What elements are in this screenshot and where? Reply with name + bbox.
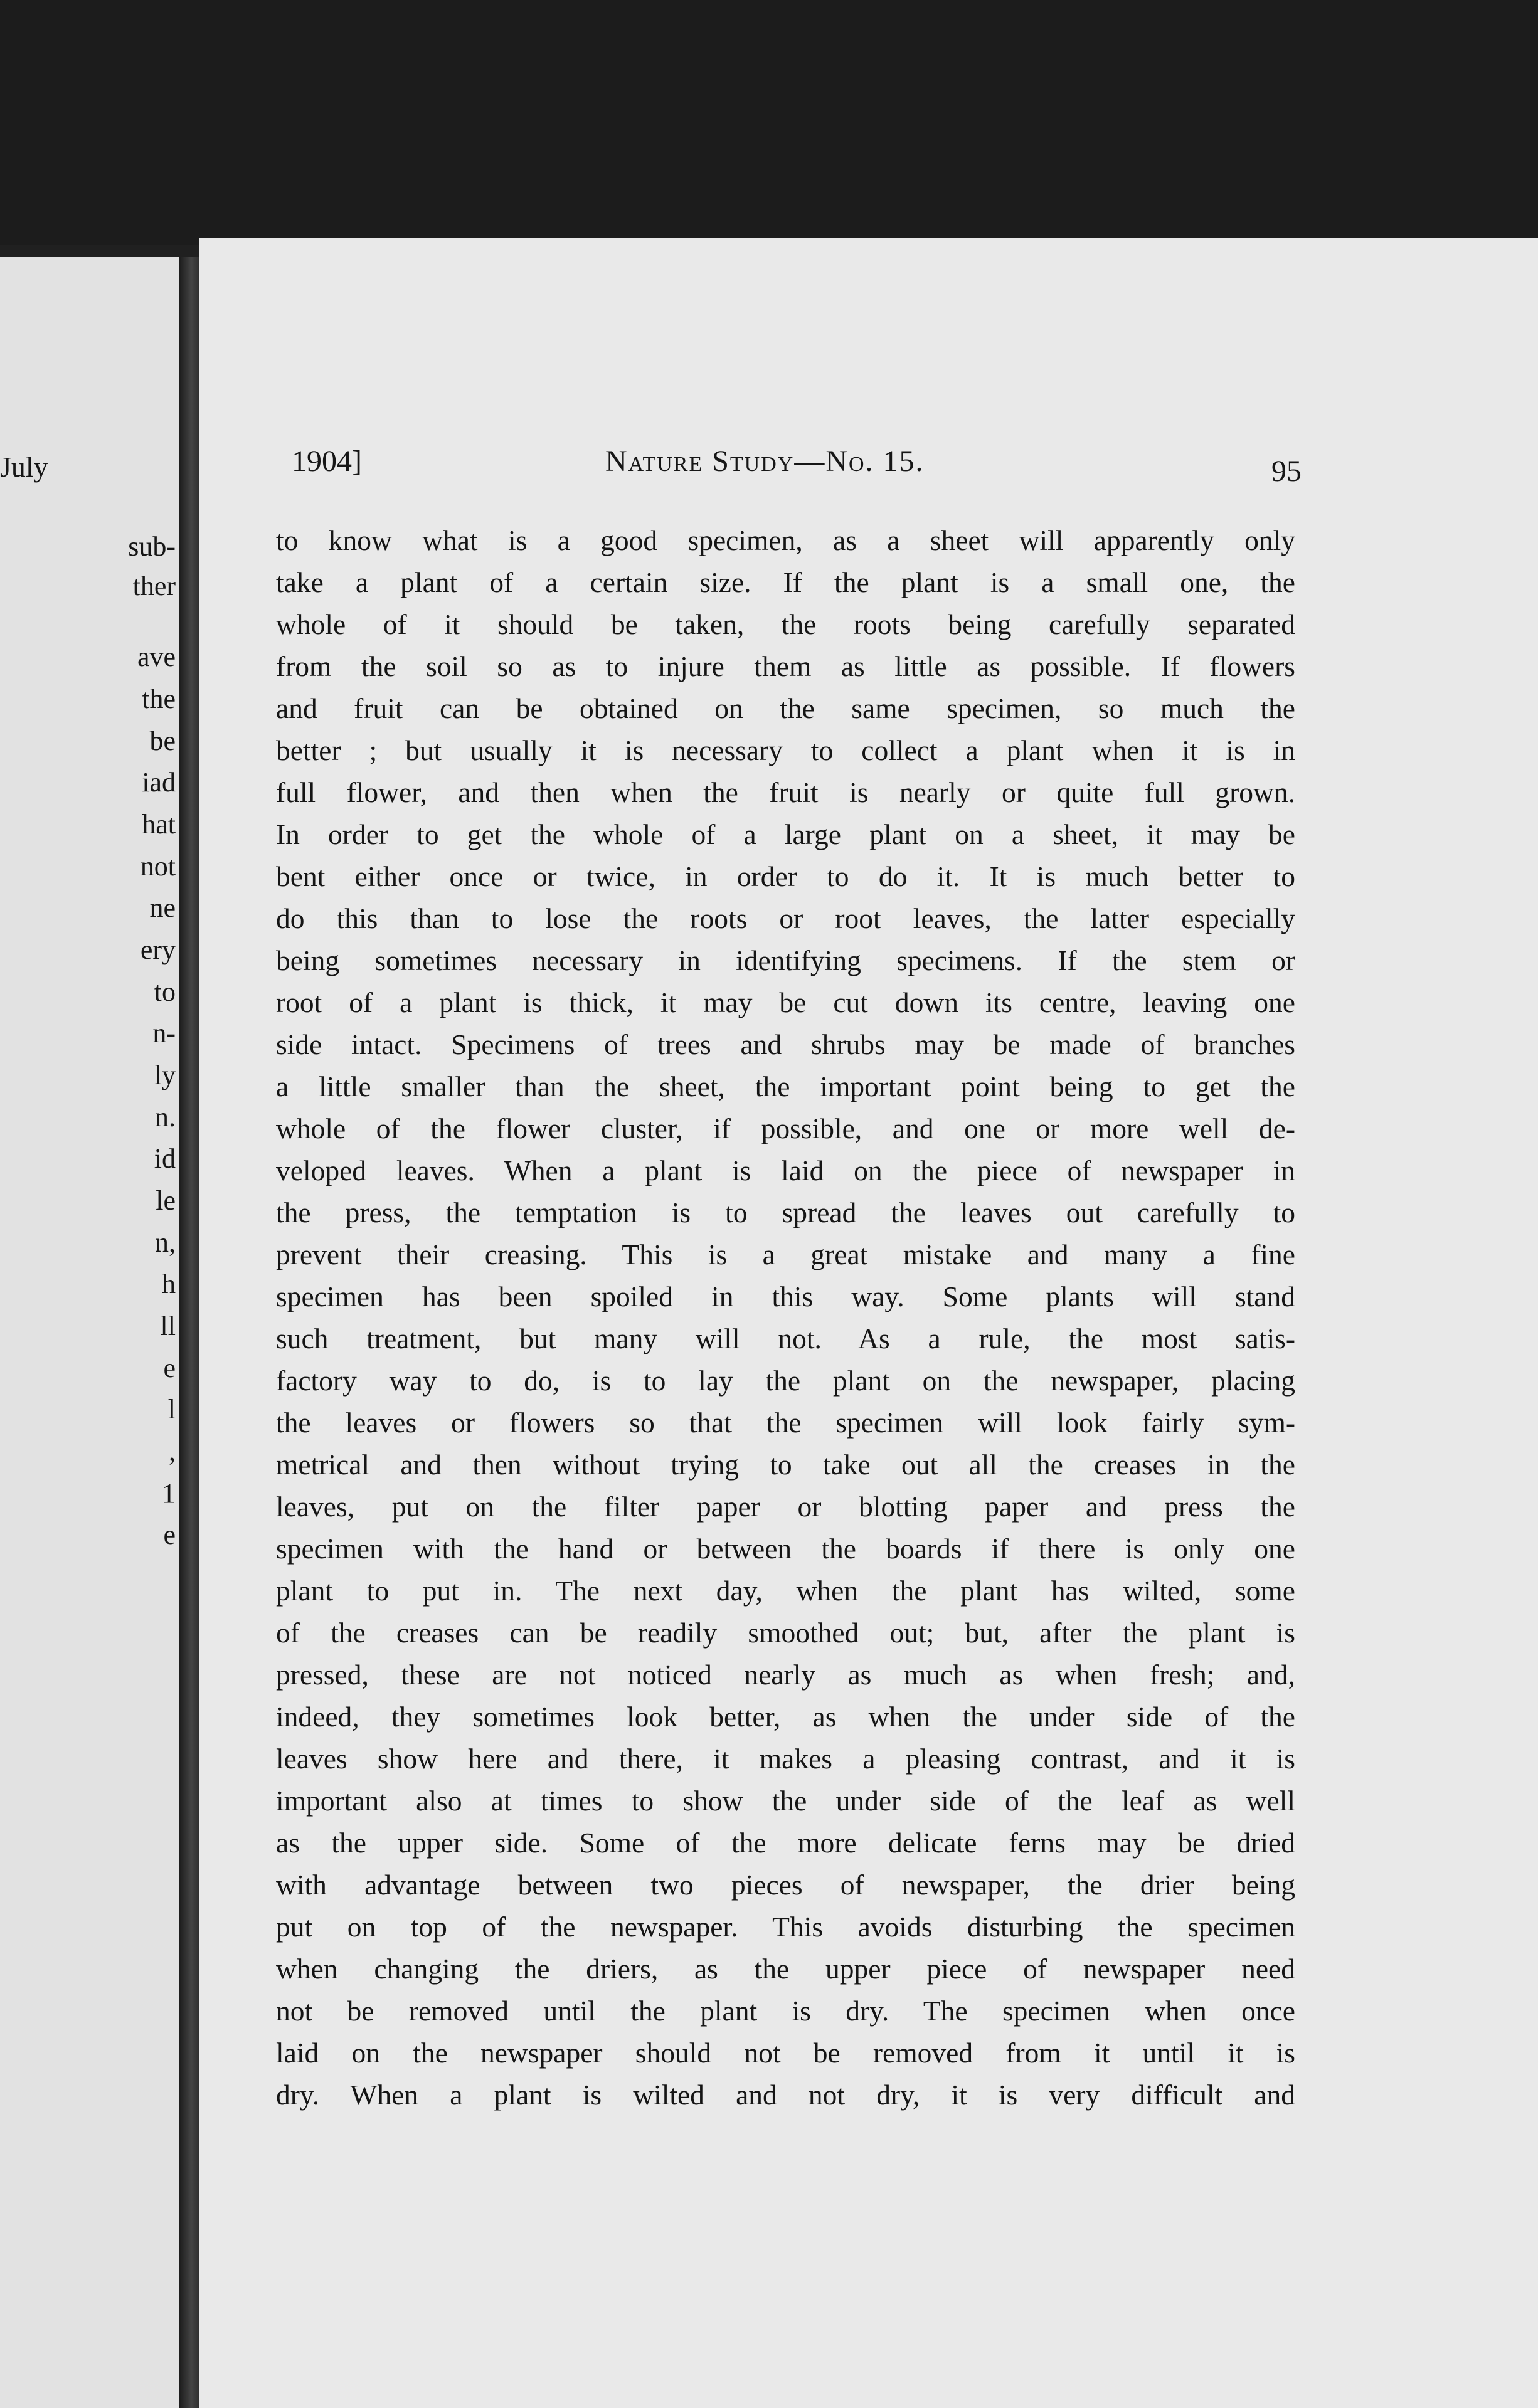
text-line: not be removed until the plant is dry. The specimen when once (276, 1995, 1295, 2027)
facing-page-fragment-line: e (163, 1353, 176, 1383)
facing-page-fragment-line: id (154, 1143, 176, 1174)
text-line: of the creases can be readily smoothed out; but, after the plant is (276, 1617, 1295, 1649)
facing-page-fragment-line: ne (149, 892, 176, 923)
body-text (276, 519, 1295, 2116)
facing-page-fragment-line: ther (132, 571, 176, 601)
facing-page-fragment-line: ery (140, 934, 176, 965)
facing-page-month: July (0, 451, 48, 483)
facing-page-fragment-line: sub- (128, 531, 176, 562)
text-line: indeed, they sometimes look better, as when the under side of the (276, 1701, 1295, 1733)
text-line: leaves show here and there, it makes a pleasing contrast, and it is (276, 1743, 1295, 1775)
text-line: a little smaller than the sheet, the important point being to get the (276, 1070, 1295, 1102)
scan-background-top (0, 0, 1538, 263)
text-line: do this than to lose the roots or root leaves, the latter especially (276, 902, 1295, 934)
text-line: pressed, these are not noticed nearly as much as when fresh; and, (276, 1659, 1295, 1691)
facing-page-fragment-line: iad (142, 767, 176, 798)
facing-page-fragment-line: le (156, 1185, 176, 1216)
text-line: dry. When a plant is wilted and not dry, it is very difficult and (276, 2079, 1295, 2111)
facing-page-fragment-line: l (167, 1394, 176, 1425)
text-line: being sometimes necessary in identifying specimens. If the stem or (276, 944, 1295, 976)
page-number: 95 (1271, 455, 1302, 488)
text-line: better ; but usually it is necessary to collect a plant when it is in (276, 734, 1295, 766)
facing-page-fragment-line: 1 (162, 1478, 176, 1509)
facing-page-fragment-line: ll (160, 1311, 176, 1341)
text-line: laid on the newspaper should not be removed from it until it is (276, 2037, 1295, 2069)
facing-page-fragment-line: hat (142, 809, 176, 840)
text-line: such treatment, but many will not. As a rule, the most satis- (276, 1323, 1295, 1354)
facing-page-fragment-line: h (162, 1269, 176, 1299)
text-line: the press, the temptation is to spread the leaves out carefully to (276, 1196, 1295, 1228)
text-line: the leaves or flowers so that the specimen will look fairly sym- (276, 1407, 1295, 1439)
facing-page-fragment-line: not (140, 851, 176, 882)
text-line: specimen has been spoiled in this way. Some plants will stand (276, 1281, 1295, 1312)
facing-page-fragment-line: e (163, 1519, 176, 1550)
facing-page-fragment-line: n. (155, 1102, 176, 1133)
text-line: specimen with the hand or between the boards if there is only one (276, 1533, 1295, 1565)
text-line: metrical and then without trying to take out all the creases in the (276, 1449, 1295, 1481)
facing-page-fragment-line: be (149, 726, 176, 756)
facing-page-fragment-line: n, (155, 1227, 176, 1258)
text-line: when changing the driers, as the upper piece of newspaper need (276, 1953, 1295, 1985)
text-line: bent either once or twice, in order to do it. It is much better to (276, 860, 1295, 892)
text-line: from the soil so as to injure them as little as possible. If flowers (276, 650, 1295, 682)
text-line: plant to put in. The next day, when the plant has wilted, some (276, 1575, 1295, 1607)
text-line: with advantage between two pieces of newspaper, the drier being (276, 1869, 1295, 1901)
text-line: important also at times to show the under side of the leaf as well (276, 1785, 1295, 1817)
running-title: Nature Study—No. 15. (605, 445, 925, 478)
text-line: veloped leaves. When a plant is laid on the piece of newspaper in (276, 1154, 1295, 1186)
text-line: whole of it should be taken, the roots being carefully separated (276, 608, 1295, 640)
text-line: put on top of the newspaper. This avoids disturbing the specimen (276, 1911, 1295, 1943)
facing-page-fragment (0, 257, 183, 2408)
facing-page-fragment-line: , (169, 1436, 176, 1467)
text-line: prevent their creasing. This is a great mistake and many a fine (276, 1238, 1295, 1270)
text-line: whole of the flower cluster, if possible, and one or more well de- (276, 1112, 1295, 1144)
facing-page-fragment-line: to (154, 976, 176, 1007)
text-line: to know what is a good specimen, as a sheet will apparently only (276, 524, 1295, 556)
facing-page-fragment-line: n- (152, 1018, 176, 1048)
facing-page-fragment-line: ave (137, 642, 176, 672)
text-line: side intact. Specimens of trees and shrubs may be made of branches (276, 1028, 1295, 1060)
facing-page-fragment-line: the (142, 684, 176, 714)
text-line: take a plant of a certain size. If the plant is a small one, the (276, 566, 1295, 598)
text-line: leaves, put on the filter paper or blotting paper and press the (276, 1491, 1295, 1523)
text-line: root of a plant is thick, it may be cut down its centre, leaving one (276, 986, 1295, 1018)
text-line: full flower, and then when the fruit is nearly or quite full grown. (276, 776, 1295, 808)
header-year: 1904] (292, 445, 362, 478)
facing-page-fragment-line: ly (154, 1060, 176, 1090)
text-line: and fruit can be obtained on the same specimen, so much the (276, 692, 1295, 724)
text-line: as the upper side. Some of the more delicate ferns may be dried (276, 1827, 1295, 1859)
text-line: factory way to do, is to lay the plant on the newspaper, placing (276, 1365, 1295, 1397)
text-line: In order to get the whole of a large plant on a sheet, it may be (276, 818, 1295, 850)
page-header (292, 439, 1302, 489)
